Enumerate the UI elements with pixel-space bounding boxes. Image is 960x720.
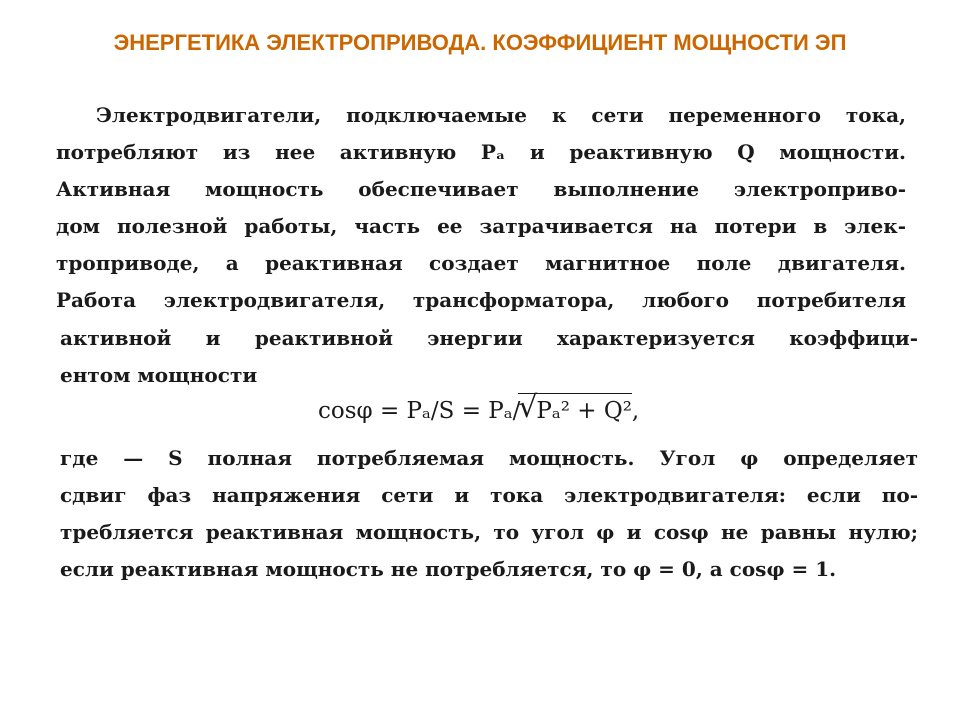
paragraph-phase-angle <box>60 440 918 588</box>
text-line: требляется реактивная мощность, то угол φ и cosφ не равны нулю; <box>60 520 918 544</box>
text-line: Электродвигатели, подключаемые к сети переменного тока, <box>96 103 906 127</box>
radical-sign-icon: √ <box>518 390 538 425</box>
text-line: ентом мощности <box>60 363 258 387</box>
formula-tail: , <box>631 398 640 424</box>
text-line: Работа электродвигателя, трансформатора, любого потребителя <box>56 288 906 312</box>
text-line: если реактивная мощность не потребляется, то φ = 0, а cosφ = 1. <box>60 557 837 581</box>
text-line: Активная мощность обеспечивает выполнение электроприво- <box>56 177 906 201</box>
text-line: где — S полная потребляемая мощность. Угол φ определяет <box>60 446 918 470</box>
text-line: троприводе, а реактивная создает магнитное поле двигателя. <box>56 251 906 275</box>
formula-lhs: cosφ = Pₐ/S = Pₐ/ <box>318 398 521 424</box>
text-line: активной и реактивной энергии характеризуется коэффици- <box>60 326 918 350</box>
square-root <box>518 390 632 428</box>
text-line: дом полезной работы, часть ее затрачивается на потери в элек- <box>56 214 906 238</box>
text-line: потребляют из нее активную Pₐ и реактивную Q мощности. <box>56 140 906 164</box>
paragraph-energy-intro <box>56 97 906 319</box>
formula-radicand: Pₐ² + Q² <box>536 398 632 424</box>
slide-title: ЭНЕРГЕТИКА ЭЛЕКТРОПРИВОДА. КОЭФФИЦИЕНТ МОЩНОСТИ ЭП <box>113 30 847 55</box>
power-factor-formula <box>318 388 678 434</box>
text-line: сдвиг фаз напряжения сети и тока электродвигателя: если по- <box>60 483 918 507</box>
paragraph-power-factor-definition <box>60 320 918 394</box>
